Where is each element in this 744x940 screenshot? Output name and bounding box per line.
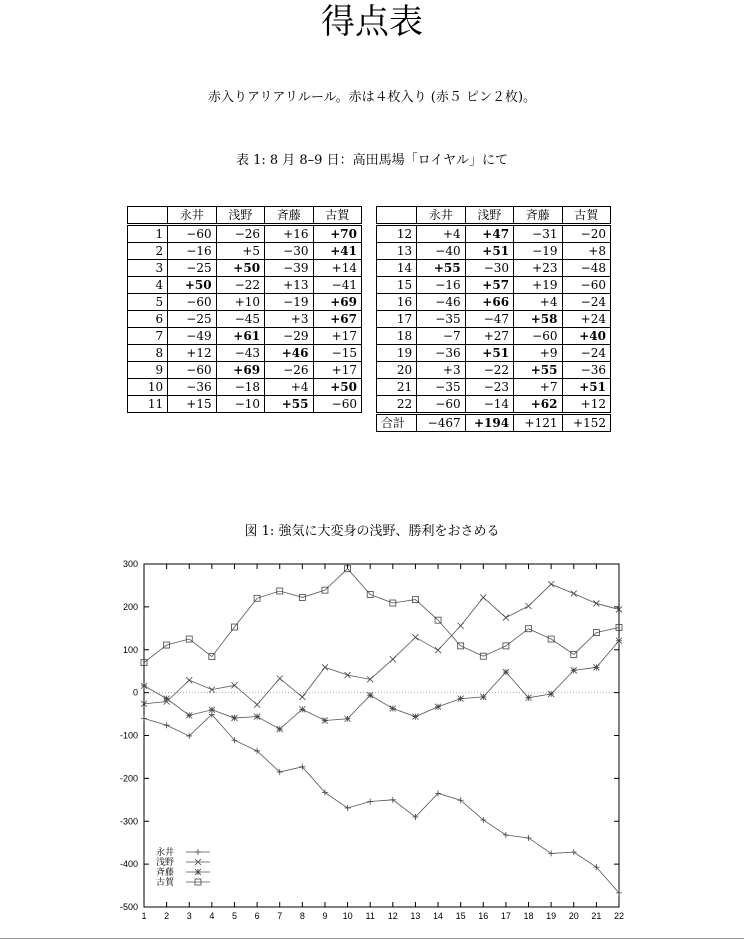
- data-point: [164, 696, 170, 702]
- score-cell: −26: [216, 225, 264, 243]
- score-cell: +4: [417, 225, 465, 243]
- data-point: [186, 677, 192, 683]
- round-number-cell: 1: [128, 225, 168, 243]
- data-point: [254, 714, 260, 720]
- x-tick-label: 8: [299, 911, 305, 921]
- round-number-cell: 21: [377, 379, 417, 396]
- table-row: [377, 243, 611, 260]
- data-point: [548, 691, 554, 697]
- round-number-cell: 5: [128, 294, 168, 311]
- score-cell: +17: [313, 328, 362, 345]
- data-point: [277, 726, 283, 732]
- table-row: [377, 294, 611, 311]
- data-point: [390, 797, 396, 803]
- round-number-cell: 3: [128, 260, 168, 277]
- table-row: [377, 311, 611, 328]
- score-cell: −16: [168, 243, 216, 260]
- x-tick-label: 1: [141, 911, 147, 921]
- score-cell: −48: [562, 260, 611, 277]
- data-point: [254, 702, 260, 708]
- series-line-4: [144, 569, 619, 663]
- score-cell: −19: [514, 243, 562, 260]
- round-number-cell: 18: [377, 328, 417, 345]
- score-cell: +13: [265, 277, 313, 294]
- score-cell: +14: [313, 260, 362, 277]
- round-number-cell: 6: [128, 311, 168, 328]
- score-cell: +69: [313, 294, 362, 311]
- data-point: [277, 675, 283, 681]
- score-cell: +10: [216, 294, 264, 311]
- data-point: [345, 805, 351, 811]
- data-point: [458, 623, 464, 629]
- score-cell: +12: [562, 396, 611, 414]
- table-row: [128, 260, 362, 277]
- x-tick-label: 10: [342, 911, 353, 921]
- header-cell-blank: [377, 207, 417, 225]
- score-cell: +51: [465, 243, 513, 260]
- score-cell: +55: [265, 396, 313, 413]
- total-score-cell: +121: [514, 414, 562, 432]
- data-point: [503, 832, 509, 838]
- score-cell: −31: [514, 225, 562, 243]
- data-point: [480, 594, 486, 600]
- y-tick-label: -300: [119, 816, 138, 827]
- data-point: [367, 799, 373, 805]
- score-cell: −30: [265, 243, 313, 260]
- data-point: [367, 692, 373, 698]
- data-point: [526, 603, 532, 609]
- header-cell-player: 浅野: [216, 207, 264, 225]
- header-cell-player: 斉藤: [265, 207, 313, 225]
- total-row: [377, 414, 611, 432]
- score-cell: +51: [465, 345, 513, 362]
- data-point: [480, 694, 486, 700]
- round-number-cell: 15: [377, 277, 417, 294]
- data-point: [503, 669, 509, 675]
- total-score-cell: +194: [465, 414, 513, 432]
- data-point: [141, 715, 147, 721]
- score-cell: +50: [313, 379, 362, 396]
- data-point: [164, 722, 170, 728]
- score-cell: +27: [465, 328, 513, 345]
- score-cell: +58: [514, 311, 562, 328]
- score-cell: +4: [265, 379, 313, 396]
- round-number-cell: 12: [377, 225, 417, 243]
- data-point: [390, 656, 396, 662]
- table-row: [128, 225, 362, 243]
- data-point: [458, 696, 464, 702]
- data-point: [593, 664, 599, 670]
- data-point: [435, 704, 441, 710]
- data-point: [593, 600, 599, 606]
- table-row: [377, 328, 611, 345]
- table-row: [377, 362, 611, 379]
- score-cell: −60: [562, 277, 611, 294]
- round-number-cell: 11: [128, 396, 168, 413]
- series-line-2: [144, 584, 619, 704]
- data-point: [141, 683, 147, 689]
- score-cell: −29: [265, 328, 313, 345]
- score-cell: −36: [417, 345, 465, 362]
- legend-marker: [195, 849, 201, 855]
- x-tick-label: 15: [455, 911, 466, 921]
- table-row: [128, 345, 362, 362]
- table-row: [377, 379, 611, 396]
- score-cell: −22: [465, 362, 513, 379]
- score-cell: −60: [514, 328, 562, 345]
- total-score-cell: +152: [562, 414, 611, 432]
- round-number-cell: 2: [128, 243, 168, 260]
- score-cell: +7: [514, 379, 562, 396]
- x-tick-label: 21: [591, 911, 602, 921]
- score-cell: +16: [265, 225, 313, 243]
- score-cell: −30: [465, 260, 513, 277]
- header-cell-player: 浅野: [465, 207, 513, 225]
- score-cell: −60: [168, 225, 216, 243]
- score-cell: +50: [168, 277, 216, 294]
- x-tick-label: 2: [164, 911, 170, 921]
- y-tick-label: 100: [122, 644, 138, 655]
- score-cell: −47: [465, 311, 513, 328]
- score-cell: +17: [313, 362, 362, 379]
- score-cell: +12: [168, 345, 216, 362]
- legend-label: 古賀: [156, 877, 175, 887]
- score-cell: −19: [265, 294, 313, 311]
- score-cell: −36: [168, 379, 216, 396]
- score-cell: −39: [265, 260, 313, 277]
- data-point: [412, 714, 418, 720]
- score-cell: +67: [313, 311, 362, 328]
- data-point: [435, 647, 441, 653]
- data-point: [231, 715, 237, 721]
- data-point: [390, 705, 396, 711]
- round-number-cell: 16: [377, 294, 417, 311]
- score-cell: +61: [216, 328, 264, 345]
- score-table-left: [127, 206, 362, 413]
- x-tick-label: 18: [523, 911, 534, 921]
- data-point: [209, 707, 215, 713]
- score-cell: −25: [168, 260, 216, 277]
- score-line-chart: [100, 552, 640, 924]
- table-header-row: [128, 207, 362, 225]
- x-tick-label: 20: [568, 911, 579, 921]
- table-row: [128, 294, 362, 311]
- table-row: [128, 362, 362, 379]
- score-cell: +19: [514, 277, 562, 294]
- data-point: [345, 716, 351, 722]
- x-tick-label: 6: [254, 911, 260, 921]
- data-point: [571, 667, 577, 673]
- table-row: [377, 277, 611, 294]
- score-cell: +69: [216, 362, 264, 379]
- data-point: [412, 634, 418, 640]
- header-cell-player: 永井: [168, 207, 216, 225]
- score-cell: +66: [465, 294, 513, 311]
- y-tick-label: -500: [119, 902, 138, 912]
- x-tick-label: 22: [613, 911, 625, 921]
- legend-label: 浅野: [156, 857, 175, 867]
- data-point: [299, 694, 305, 700]
- data-point: [322, 664, 328, 670]
- score-cell: +4: [514, 294, 562, 311]
- page-bottom-rule: [0, 938, 744, 939]
- page-title: 得点表: [321, 2, 423, 42]
- x-tick-label: 12: [387, 911, 398, 921]
- score-cell: +41: [313, 243, 362, 260]
- score-cell: −25: [168, 311, 216, 328]
- table-row: [377, 225, 611, 243]
- x-tick-label: 5: [231, 911, 237, 921]
- table-row: [377, 396, 611, 414]
- score-table-right: [376, 206, 611, 432]
- x-tick-label: 14: [433, 911, 444, 921]
- y-tick-label: 300: [122, 559, 138, 569]
- y-tick-label: 200: [122, 601, 138, 612]
- data-point: [299, 706, 305, 712]
- legend-marker: [195, 869, 201, 875]
- score-cell: −46: [417, 294, 465, 311]
- score-cell: −60: [168, 362, 216, 379]
- y-tick-label: -200: [119, 773, 138, 784]
- table-row: [377, 345, 611, 362]
- score-cell: +24: [562, 311, 611, 328]
- round-number-cell: 20: [377, 362, 417, 379]
- series-line-1: [144, 714, 619, 892]
- round-number-cell: 7: [128, 328, 168, 345]
- data-point: [548, 850, 554, 856]
- legend-label: 永井: [156, 847, 175, 857]
- table-row: [128, 311, 362, 328]
- round-number-cell: 22: [377, 396, 417, 414]
- score-cell: −10: [216, 396, 264, 413]
- score-cell: +70: [313, 225, 362, 243]
- score-cell: −7: [417, 328, 465, 345]
- table-row: [128, 396, 362, 413]
- round-number-cell: 14: [377, 260, 417, 277]
- score-cell: +9: [514, 345, 562, 362]
- legend-label: 斉藤: [156, 867, 175, 877]
- score-cell: −41: [313, 277, 362, 294]
- round-number-cell: 10: [128, 379, 168, 396]
- score-cell: −60: [417, 396, 465, 414]
- score-cell: −14: [465, 396, 513, 414]
- table-row: [128, 379, 362, 396]
- table-row: [128, 328, 362, 345]
- score-cell: +51: [562, 379, 611, 396]
- score-cell: +40: [562, 328, 611, 345]
- total-score-cell: −467: [417, 414, 465, 432]
- x-tick-label: 13: [410, 911, 421, 921]
- score-cell: +8: [562, 243, 611, 260]
- score-cell: −36: [562, 362, 611, 379]
- score-cell: +5: [216, 243, 264, 260]
- data-point: [322, 717, 328, 723]
- data-point: [571, 849, 577, 855]
- score-cell: −60: [168, 294, 216, 311]
- y-tick-label: 0: [132, 687, 138, 698]
- round-number-cell: 17: [377, 311, 417, 328]
- header-cell-blank: [128, 207, 168, 225]
- header-cell-player: 永井: [417, 207, 465, 225]
- score-cell: +3: [265, 311, 313, 328]
- score-cell: −24: [562, 345, 611, 362]
- x-tick-label: 7: [277, 911, 283, 921]
- score-cell: +55: [514, 362, 562, 379]
- score-cell: +46: [265, 345, 313, 362]
- score-cell: −24: [562, 294, 611, 311]
- score-cell: −26: [265, 362, 313, 379]
- data-point: [186, 712, 192, 718]
- score-cell: −40: [417, 243, 465, 260]
- score-cell: −60: [313, 396, 362, 413]
- x-tick-label: 3: [186, 911, 192, 921]
- score-cell: +23: [514, 260, 562, 277]
- header-cell-player: 古賀: [562, 207, 611, 225]
- data-point: [526, 695, 532, 701]
- x-tick-label: 11: [365, 911, 375, 921]
- x-tick-label: 4: [209, 911, 215, 921]
- score-cell: −35: [417, 311, 465, 328]
- score-cell: +50: [216, 260, 264, 277]
- header-cell-player: 斉藤: [514, 207, 562, 225]
- y-tick-label: -100: [119, 730, 138, 741]
- plot-frame: [144, 564, 619, 907]
- round-number-cell: 9: [128, 362, 168, 379]
- x-tick-label: 16: [478, 911, 489, 921]
- round-number-cell: 13: [377, 243, 417, 260]
- data-point: [548, 581, 554, 587]
- score-cell: +57: [465, 277, 513, 294]
- x-tick-label: 9: [322, 911, 328, 921]
- score-cell: +62: [514, 396, 562, 414]
- table-row: [128, 277, 362, 294]
- score-cell: +47: [465, 225, 513, 243]
- table-row: [128, 243, 362, 260]
- rule-description: 赤入りアリアリルール。赤は４枚入り (赤５ ピン２枚)。: [207, 90, 537, 105]
- data-point: [503, 615, 509, 621]
- score-cell: −43: [216, 345, 264, 362]
- score-cell: −45: [216, 311, 264, 328]
- score-cell: −22: [216, 277, 264, 294]
- figure-caption: 図 1: 強気に大変身の浅野、勝利をおさめる: [244, 524, 500, 539]
- header-cell-player: 古賀: [313, 207, 362, 225]
- table-row: [377, 260, 611, 277]
- score-cell: +55: [417, 260, 465, 277]
- score-cell: −49: [168, 328, 216, 345]
- score-cell: −35: [417, 379, 465, 396]
- round-number-cell: 19: [377, 345, 417, 362]
- x-tick-label: 17: [500, 911, 511, 921]
- score-cell: −15: [313, 345, 362, 362]
- data-point: [571, 591, 577, 597]
- round-number-cell: 4: [128, 277, 168, 294]
- score-cell: −16: [417, 277, 465, 294]
- score-cell: +15: [168, 396, 216, 413]
- y-tick-label: -400: [119, 859, 138, 870]
- score-cell: −18: [216, 379, 264, 396]
- data-point: [616, 638, 622, 644]
- table-caption: 表 1: 8 月 8–9 日：高田馬場「ロイヤル」にて: [235, 153, 509, 168]
- data-point: [526, 835, 532, 841]
- table-header-row: [377, 207, 611, 225]
- score-cell: −23: [465, 379, 513, 396]
- total-label-cell: 合計: [377, 414, 417, 432]
- x-tick-label: 19: [546, 911, 557, 921]
- score-cell: −20: [562, 225, 611, 243]
- round-number-cell: 8: [128, 345, 168, 362]
- score-cell: +3: [417, 362, 465, 379]
